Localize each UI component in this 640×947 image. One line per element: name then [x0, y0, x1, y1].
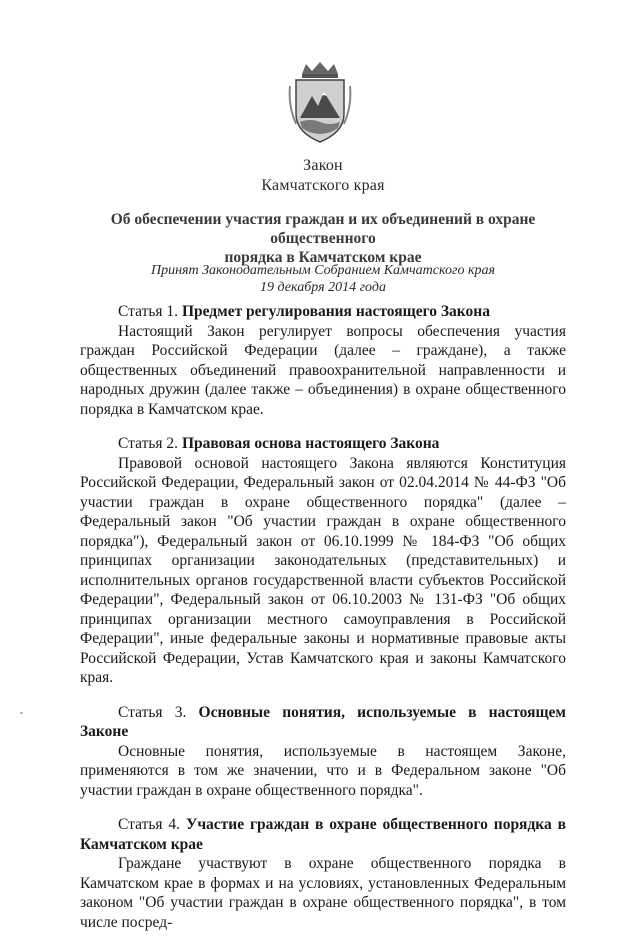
article-2: [80, 434, 566, 688]
article-1: [80, 302, 566, 419]
law-subject: [80, 210, 566, 267]
law-title-line2: Камчатского края: [261, 177, 385, 194]
article-number: Статья 2.: [118, 435, 182, 452]
article-text: Правовой основой настоящего Закона являются Конституция Российской Федерации, Федеральный закон от 02.04.2014 № 44-ФЗ "Об участии граждан в охране общественного порядка" (далее – Федеральный закон "Об участии граждан в охране общественного порядка"), Федеральный закон от 06.10.1999 № 184-ФЗ "Об общих принципах организации законодательных (представительных) и исполнительных органов государственной власти субъектов Российской Федерации", Федеральный закон от 06.10.2003 № 131-ФЗ "Об общих принципах организации местного самоуправления в Российской Федерации", иные федеральные законы и нормативные правовые акты Российской Федерации, Устав Камчатского края и законы Камчатского края.: [80, 454, 566, 686]
law-title: [80, 156, 566, 196]
article-text: Граждане участвуют в охране общественного порядка в Камчатском крае в формах и на условиях, установленных Федеральным законом "Об участии граждан в охране общественного порядка", в том числе посред-: [80, 855, 566, 931]
article-number: Статья 1.: [118, 303, 182, 320]
law-body: [80, 302, 566, 947]
law-subject-line2: порядка в Камчатском крае: [224, 249, 422, 266]
article-4: [80, 815, 566, 932]
article-title: Участие граждан в охране общественного порядка в Камчатском крае: [80, 816, 566, 853]
article-heading: [80, 815, 566, 854]
article-3: [80, 703, 566, 801]
kamchatka-coat-of-arms-icon: [288, 62, 352, 144]
article-text: Основные понятия, используемые в настоящем Законе, применяются в том же значении, что и в Федеральном законе "Об участии граждан в охране общественного порядка".: [80, 742, 566, 799]
scan-artifact: [20, 712, 23, 714]
adoption-date: 19 декабря 2014 года: [260, 280, 386, 295]
article-title: Основные понятия, используемые в настоящем Законе: [80, 703, 566, 740]
adoption-body: Принят Законодательным Собранием Камчатского края: [150, 263, 496, 278]
article-heading: [80, 703, 566, 742]
adoption-note: [80, 262, 566, 296]
article-title: Предмет регулирования настоящего Закона: [181, 303, 490, 320]
article-heading: [80, 434, 566, 454]
article-heading: [80, 302, 566, 322]
law-subject-line1: Об обеспечении участия граждан и их объединений в охране общественного: [110, 211, 536, 247]
article-number: Статья 4.: [118, 816, 186, 833]
article-text: Настоящий Закон регулирует вопросы обеспечения участия граждан Российской Федерации (далее – граждане), а также общественных объединений правоохранительной направленности и народных дружин (далее также – объединения) в охране общественного порядка в Камчатском крае.: [80, 322, 566, 418]
article-number: Статья 3.: [118, 703, 199, 721]
law-title-line1: Закон: [303, 157, 343, 174]
article-title: Правовая основа настоящего Закона: [181, 435, 440, 452]
